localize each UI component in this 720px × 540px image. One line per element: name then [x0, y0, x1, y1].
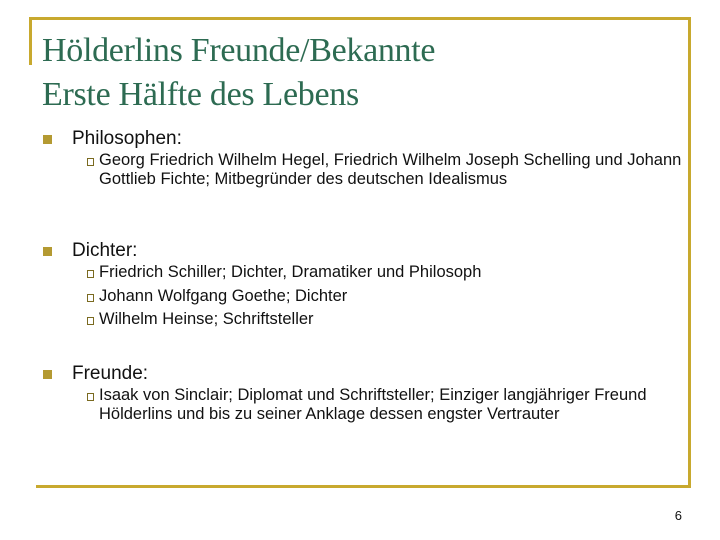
title-line-2: Erste Hälfte des Lebens	[42, 76, 359, 113]
title-line-1: Hölderlins Freunde/Bekannte	[42, 32, 436, 69]
hollow-square-bullet-icon	[87, 270, 94, 278]
frame-bottom-line	[36, 485, 691, 488]
hollow-square-bullet-icon	[87, 393, 94, 401]
sub-list-item	[99, 310, 663, 329]
hollow-square-bullet-icon	[87, 294, 94, 302]
square-bullet-icon	[43, 135, 52, 144]
sub-list-item-text: Wilhelm Heinse; Schriftsteller	[99, 310, 314, 328]
list-item-dichter	[43, 240, 663, 329]
square-bullet-icon	[43, 370, 52, 379]
sub-list-item-text: Friedrich Schiller; Dichter, Dramatiker und Philosoph	[99, 263, 482, 281]
list-item-philosophen	[43, 128, 682, 188]
sub-list-item	[99, 263, 663, 282]
frame-right-line	[688, 17, 691, 487]
sub-list-item-text: Georg Friedrich Wilhelm Hegel, Friedrich Wilhelm Joseph Schelling und Johann Gottlieb Fichte; Mitbegründer des deutschen Idealismus	[99, 151, 682, 188]
sub-list-item	[99, 386, 663, 423]
slide-title	[42, 29, 435, 117]
frame-left-line	[29, 17, 32, 65]
sub-list-item-text: Isaak von Sinclair; Diplomat und Schriftsteller; Einziger langjähriger Freund Hölderlins und bis zu seiner Anklage dessen engster Vertrauter	[99, 386, 647, 423]
frame-top-line	[29, 17, 691, 20]
list-item-freunde	[43, 363, 663, 423]
list-item-label: Philosophen:	[72, 128, 182, 149]
hollow-square-bullet-icon	[87, 317, 94, 325]
sub-list-item	[99, 287, 663, 306]
list-item-label: Dichter:	[72, 240, 138, 261]
sub-list-item-text: Johann Wolfgang Goethe; Dichter	[99, 286, 348, 305]
hollow-square-bullet-icon	[87, 158, 94, 166]
square-bullet-icon	[43, 247, 52, 256]
page-number: 6	[674, 508, 682, 523]
sub-list-item	[99, 151, 682, 188]
list-item-label: Freunde:	[72, 363, 149, 384]
